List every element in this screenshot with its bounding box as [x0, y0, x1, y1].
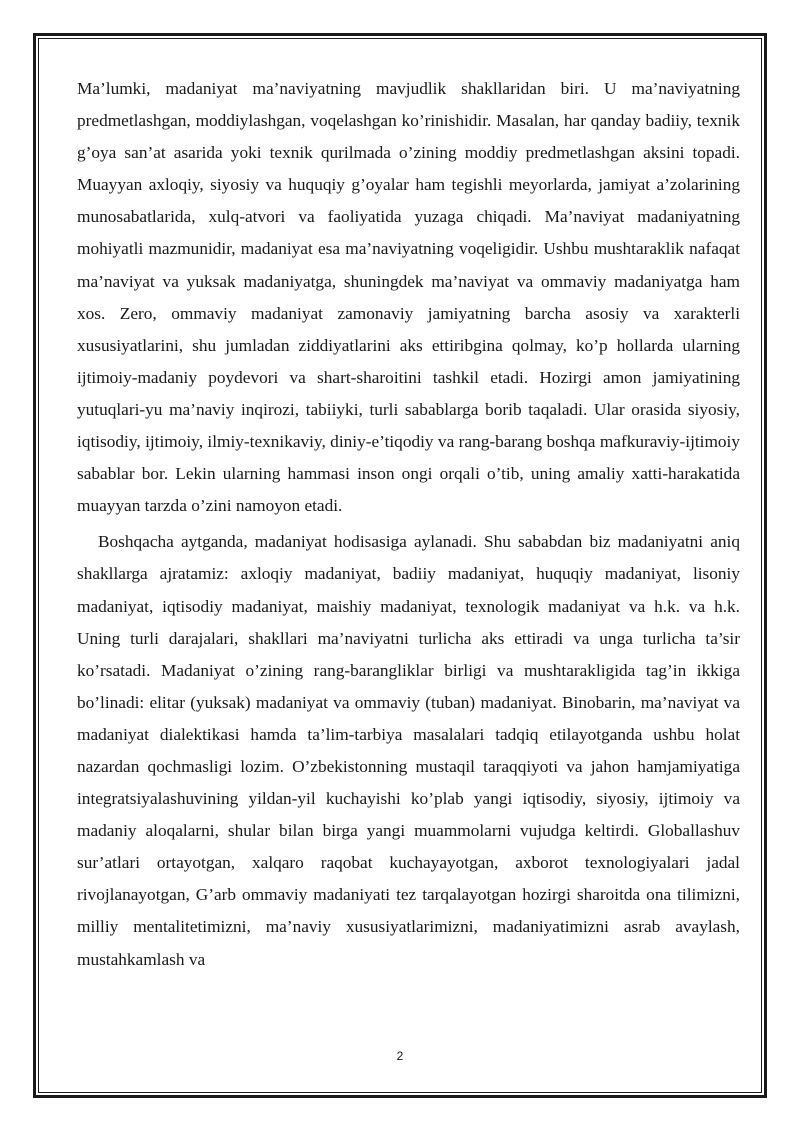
document-body [77, 73, 740, 976]
paragraph: Ma’lumki, madaniyat ma’naviyatning mavjudlik shakllaridan biri. U ma’naviyatning predmetlashgan, moddiylashgan, voqelashgan ko’rinishidir. Masalan, har qanday badiiy, texnik g’oya san’at asarida yoki texnik qurilmada o’zining moddiy predmetlashgan aksini topadi. Muayyan axloqiy, siyosiy va huquqiy g’oyalar ham tegishli meyorlarda, jamiyat a’zolarining munosabatlarida, xulq-atvori va faoliyatida yuzaga chiqadi. Ma’naviyat madaniyatning mohiyatli mazmunidir, madaniyat esa ma’naviyatning voqeligidir. Ushbu mushtaraklik nafaqat ma’naviyat va yuksak madaniyatga, shuningdek ma’naviyat va ommaviy madaniyatga ham xos. Zero, ommaviy madaniyat zamonaviy jamiyatning barcha asosiy va xarakterli xususiyatlarini, shu jumladan ziddiyatlarini aks ettiribgina qolmay, ko’p hollarda ularning ijtimoiy-madaniy poydevori va shart-sharoitini tashkil etadi. Hozirgi amon jamiyatining yutuqlari-yu ma’naviy inqirozi, tabiiyki, turli sabablarga borib taqaladi. Ular orasida siyosiy, iqtisodiy, ijtimoiy, ilmiy-texnikaviy, diniy-e’tiqodiy va rang-barang boshqa mafkuraviy-ijtimoiy sabablar bor. Lekin ularning hammasi inson ongi orqali o’tib, uning amaliy xatti-harakatida muayyan tarzda o’zini namoyon etadi. [77, 79, 740, 516]
paragraph: Boshqacha aytganda, madaniyat hodisasiga aylanadi. Shu sababdan biz madaniyatni aniq shakllarga ajratamiz: axloqiy madaniyat, badiiy madaniyat, huquqiy madaniyat, lisoniy madaniyat, iqtisodiy madaniyat, maishiy madaniyat, texnologik madaniyat va h.k. va h.k. Uning turli darajalari, shakllari ma’naviyatni turlicha aks ettiradi va unga turlicha ta’sir ko’rsatadi. Madaniyat o’zining rang-barangliklar birligi va mushtarakligida tag’in ikkiga bo’linadi: elitar (yuksak) madaniyat va ommaviy (tuban) madaniyat. Binobarin, ma’naviyat va madaniyat dialektikasi hamda ta’lim-tarbiya masalalari tadqiq etilayotganda ushbu holat nazardan qochmasligi lozim. O’zbekistonning mustaqil taraqqiyoti va jahon hamjamiyatiga integratsiyalashuvining yildan-yil kuchayishi ko’plab yangi iqtisodiy, siyosiy, ijtimoiy va madaniy aloqalarni, shular bilan birga yangi muammolarni vujudga keltirdi. Globallashuv sur’atlari ortayotgan, xalqaro raqobat kuchayayotgan, axborot texnologiyalari jadal rivojlanayotgan, G’arb ommaviy madaniyati tez tarqalayotgan hozirgi sharoitda ona tilimizni, milliy mentalitetimizni, ma’naviy xususiyatlarimizni, madaniyatimizni asrab avaylash, mustahkamlash va [77, 532, 740, 969]
page-number: 2 [396, 1049, 404, 1063]
